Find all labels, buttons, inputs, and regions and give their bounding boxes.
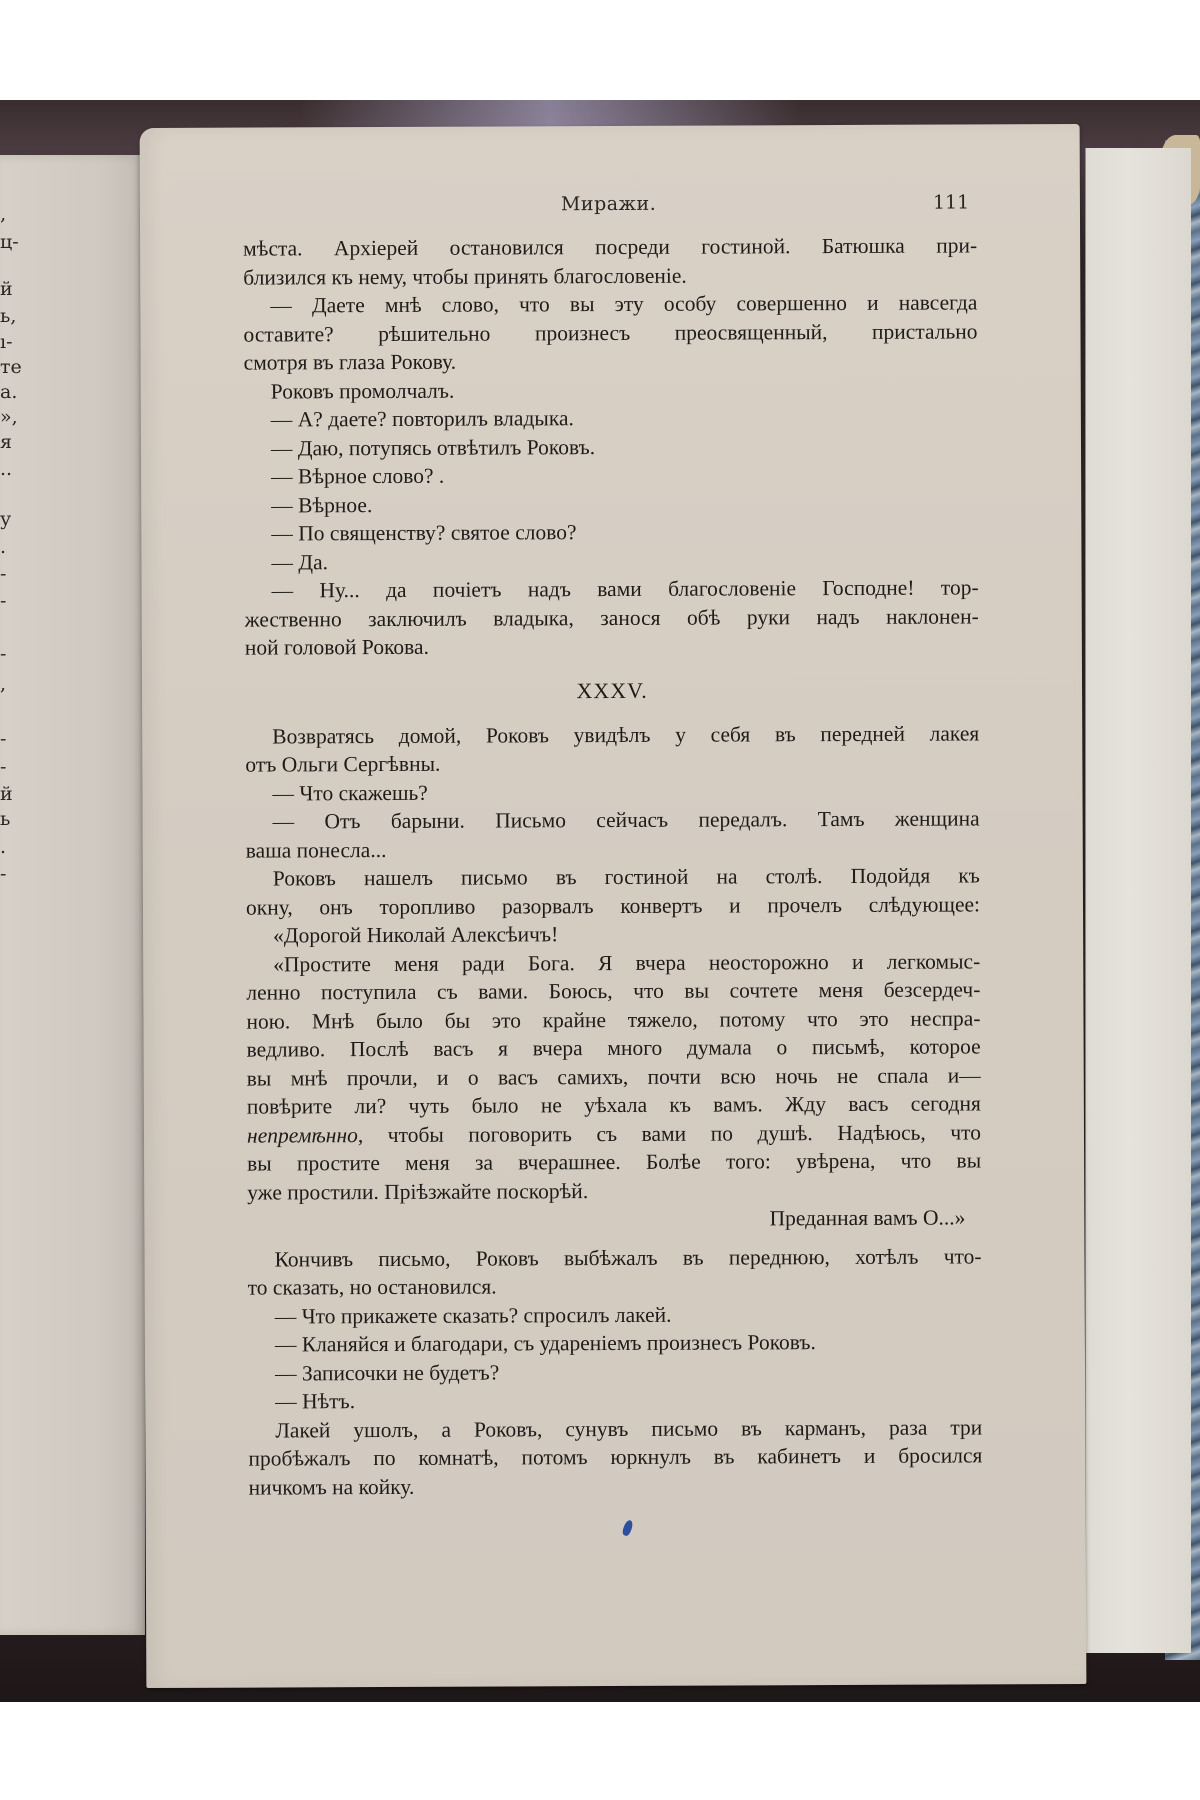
text-line: пробѣжалъ по комнатѣ, потомъ юркнулъ въ кабинетъ и бросился [248, 1443, 983, 1471]
text-line: жественно заключилъ владыка, занося обѣ руки надъ наклонен- [244, 603, 979, 632]
left-page-text-fragment: ı- [0, 331, 13, 353]
text-line: отъ Ольги Сергѣвны. [245, 751, 441, 777]
text-line: Лакей ушолъ, а Роковъ, сунувъ письмо въ карманъ, раза три [275, 1414, 983, 1442]
text-line: то сказать, но остановился. [247, 1274, 497, 1300]
left-page [0, 155, 145, 1635]
dialogue-line: — Да. [271, 549, 329, 574]
text-line: мѣста. Архіерей остановился посреди гостиной. Батюшка при- [243, 233, 978, 261]
left-page-text-fragment: ц- [0, 231, 19, 253]
endpaper-insert [1085, 148, 1191, 1653]
left-page-text-fragment: й [0, 278, 13, 300]
letter-line-rest: , чтобы поговорить съ вами по душѣ. Надѣюсь, что [357, 1119, 982, 1147]
left-page-text-fragment: , [0, 673, 7, 695]
left-page-text-fragment: я [0, 431, 12, 453]
dialogue-line: — Кланяйся и благодари, съ удареніемъ произнесъ Роковъ. [274, 1330, 816, 1357]
dialogue-line: — Даю, потупясь отвѣтилъ Роковъ. [270, 434, 596, 460]
dialogue-line: — Нѣтъ. [275, 1389, 356, 1414]
dialogue-line: — Что прикажете сказать? спросилъ лакей. [274, 1302, 672, 1328]
left-page-text-fragment: - [0, 863, 7, 885]
text-line: — Даете мнѣ слово, что вы эту особу совершенно и навсегда [270, 290, 978, 318]
letter-greeting: «Дорогой Николай Алексѣичъ! [273, 922, 559, 948]
body-text [243, 231, 983, 1501]
table-glare [300, 100, 800, 128]
left-page-text-fragment: у [0, 508, 12, 530]
left-page-text-fragment: й [0, 783, 13, 805]
letter-signature: Преданная вамъ О...» [769, 1205, 966, 1231]
left-page-text-fragment: - [0, 563, 7, 585]
text-line: — Ну... да почіетъ надъ вами благословеніе Господне! тор- [271, 575, 979, 603]
left-page-text-fragment: - [0, 643, 7, 665]
dialogue-line: — По священству? святое слово? [271, 520, 577, 546]
left-page-text-fragment: . [0, 836, 7, 858]
text-line: ной головой Рокова. [244, 634, 429, 660]
left-page-text-fragment: ь, [0, 305, 17, 327]
letter-line [247, 1118, 981, 1150]
running-head [140, 191, 1080, 221]
text-line: окну, онъ торопливо разорвалъ конвертъ и прочелъ слѣдующее: [245, 891, 981, 920]
dialogue-line: — Что скажешь? [272, 780, 428, 805]
left-page-text-fragment: ‚ [0, 203, 7, 225]
text-line: смотря въ глаза Рокову. [243, 349, 457, 375]
left-page-text-fragment: .. [0, 458, 13, 480]
text-line: ваша понесла... [245, 837, 387, 863]
text-line: Кончивъ письмо, Роковъ выбѣжалъ въ переднюю, хотѣлъ что- [274, 1243, 982, 1271]
dialogue-line: — Вѣрное слово? . [271, 463, 445, 489]
letter-line: вы мнѣ прочли, и о васъ самихъ, почти всю ночь не спала и— [246, 1062, 981, 1091]
left-page-text-fragment: - [0, 728, 7, 750]
letter-line: повѣрите ли? чуть было не уѣхала къ вамъ. Жду васъ сегодня [246, 1091, 981, 1119]
letter-line: ною. Мнѣ было бы это крайне тяжело, потому что это неспра- [246, 1005, 981, 1034]
left-page-text-fragment: ь [0, 808, 11, 830]
dialogue-line: — Записочки не будетъ? [274, 1360, 500, 1385]
left-page-text-fragment: . [0, 536, 7, 558]
book-page [140, 124, 1087, 1688]
left-page-text-fragment: а. [0, 381, 18, 403]
italic-emphasis: непремѣнно [246, 1122, 358, 1148]
left-page-text-fragment: те [0, 356, 22, 378]
left-page-text-fragment: - [0, 756, 7, 778]
text-line: ничкомъ на койку. [248, 1474, 415, 1500]
chapter-heading: XXXV. [576, 677, 648, 703]
blue-ink-mark [621, 1519, 634, 1537]
letter-line: уже простили. Пріѣзжайте поскорѣй. [247, 1178, 589, 1205]
text-line: близился къ нему, чтобы принять благословеніе. [243, 263, 687, 290]
letter-line: ведливо. Послѣ васъ я вчера много думала о письмѣ, которое [246, 1034, 981, 1062]
text-line: оставите? рѣшительно произнесъ преосвященный, пристально [243, 318, 978, 347]
letter-line: вы простите меня за вчерашнее. Болѣе того: увѣрена, что вы [247, 1148, 982, 1176]
text-line: Возвратясь домой, Роковъ увидѣлъ у себя въ передней лакея [272, 720, 980, 748]
page-number: 111 [932, 191, 970, 214]
left-page-text-fragment: », [0, 406, 18, 428]
letter-line: ленно поступила съ вами. Боюсь, что вы сочтете меня безсердеч- [246, 977, 981, 1005]
running-title: Миражи. [560, 192, 657, 216]
letter-line: «Простите меня ради Бога. Я вчера неосторожно и легкомыс- [273, 948, 981, 976]
dialogue-line: — А? даете? повторилъ владыка. [270, 406, 574, 432]
text-line: Роковъ промолчалъ. [270, 378, 455, 403]
dialogue-line: — Отъ барыни. Письмо сейчасъ передалъ. Тамъ женщина [272, 806, 980, 834]
left-page-text-fragment: - [0, 590, 7, 612]
text-line: Роковъ нашелъ письмо въ гостиной на столѣ. Подойдя къ [272, 863, 980, 891]
dialogue-line: — Вѣрное. [271, 492, 373, 517]
